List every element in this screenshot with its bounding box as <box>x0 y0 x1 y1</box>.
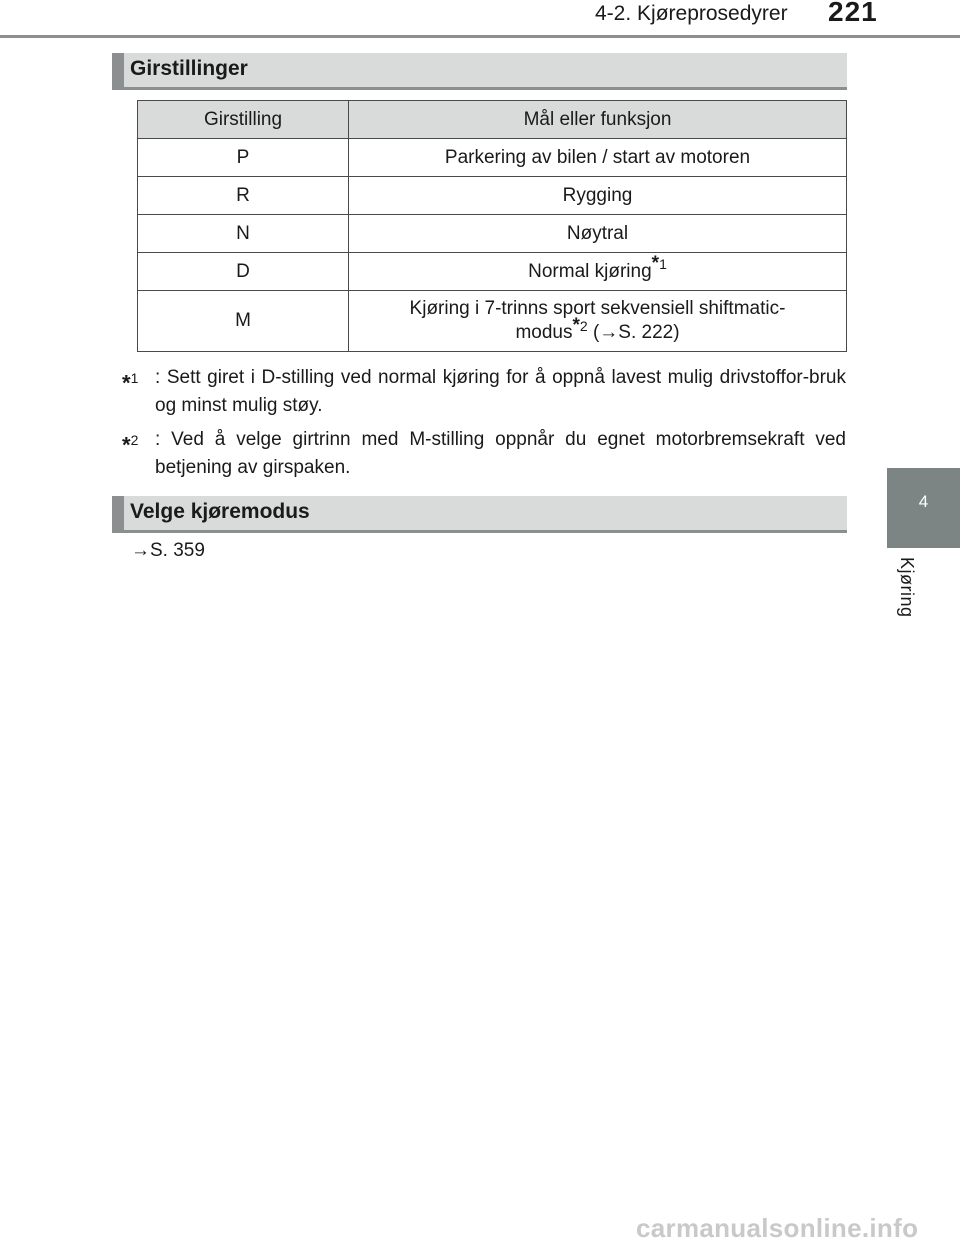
gear-position-cell: N <box>138 215 349 253</box>
footnote-2 <box>122 426 846 482</box>
section-heading-bar <box>112 53 124 90</box>
page-number: 221 <box>828 0 878 27</box>
page-reference-link[interactable]: (→S. 222) <box>592 322 680 343</box>
footnote-text: : Sett giret i D-stilling ved normal kjøring for å oppnå lavest mulig drivstoffor-bruk og minst mulig støy. <box>155 367 846 416</box>
footnote-marker: *$^2$ <box>122 432 139 458</box>
gear-function-cell <box>349 253 847 291</box>
gear-positions-table <box>137 100 847 352</box>
chapter-tab[interactable] <box>887 468 960 548</box>
gear-function-cell: Rygging <box>349 177 847 215</box>
chapter-tab-number: 4 <box>918 492 929 511</box>
gear-position-cell: R <box>138 177 349 215</box>
footnote-number: 1 <box>130 370 139 386</box>
table-header-cell: Mål eller funksjon <box>349 101 847 139</box>
footnote-marker-number: 1 <box>659 256 667 273</box>
footnote-number: 2 <box>130 432 139 448</box>
section-heading-girstillinger <box>112 53 847 90</box>
table-header-cell: Girstilling <box>138 101 349 139</box>
table-row <box>138 215 847 253</box>
gear-function-text-line2: modus <box>515 322 573 343</box>
table-row <box>138 253 847 291</box>
header-divider <box>0 35 960 38</box>
chapter-side-label <box>896 557 918 627</box>
table-header-row <box>138 101 847 139</box>
footnote-marker: *2 <box>572 314 588 336</box>
gear-function-cell: Nøytral <box>349 215 847 253</box>
table-row <box>138 291 847 352</box>
section-heading-bar <box>112 496 124 533</box>
table-row <box>138 139 847 177</box>
table-row <box>138 177 847 215</box>
footnote-marker-number: 2 <box>579 317 588 334</box>
chapter-section-title: 4-2. Kjøreprosedyrer <box>595 2 788 25</box>
footnote-1 <box>122 364 846 420</box>
gear-function-cell <box>349 291 847 352</box>
watermark: carmanualsonline.info <box>636 1213 919 1243</box>
section-heading-label: Girstillinger <box>130 57 248 80</box>
gear-function-text: Normal kjøring <box>528 260 652 282</box>
gear-function-cell: Parkering av bilen / start av motoren <box>349 139 847 177</box>
footnote-marker: *1 <box>651 253 667 275</box>
gear-position-cell: M <box>138 291 349 352</box>
section-heading-label: Velge kjøremodus <box>130 500 310 523</box>
chapter-side-label-text: Kjøring <box>897 557 917 618</box>
gear-function-text-line1: Kjøring i 7-trinns sport sekvensiell shiftmatic- <box>409 298 786 319</box>
page-reference-link[interactable]: →S. 359 <box>131 540 205 561</box>
gear-position-cell: D <box>138 253 349 291</box>
footnote-text: : Ved å velge girtrinn med M-stilling oppnår du egnet motorbremsekraft ved betjening av girspaken. <box>155 429 846 478</box>
gear-position-cell: P <box>138 139 349 177</box>
section-heading-velge-kjoremodus <box>112 496 847 533</box>
footnote-marker: *$^1$ <box>122 370 139 396</box>
